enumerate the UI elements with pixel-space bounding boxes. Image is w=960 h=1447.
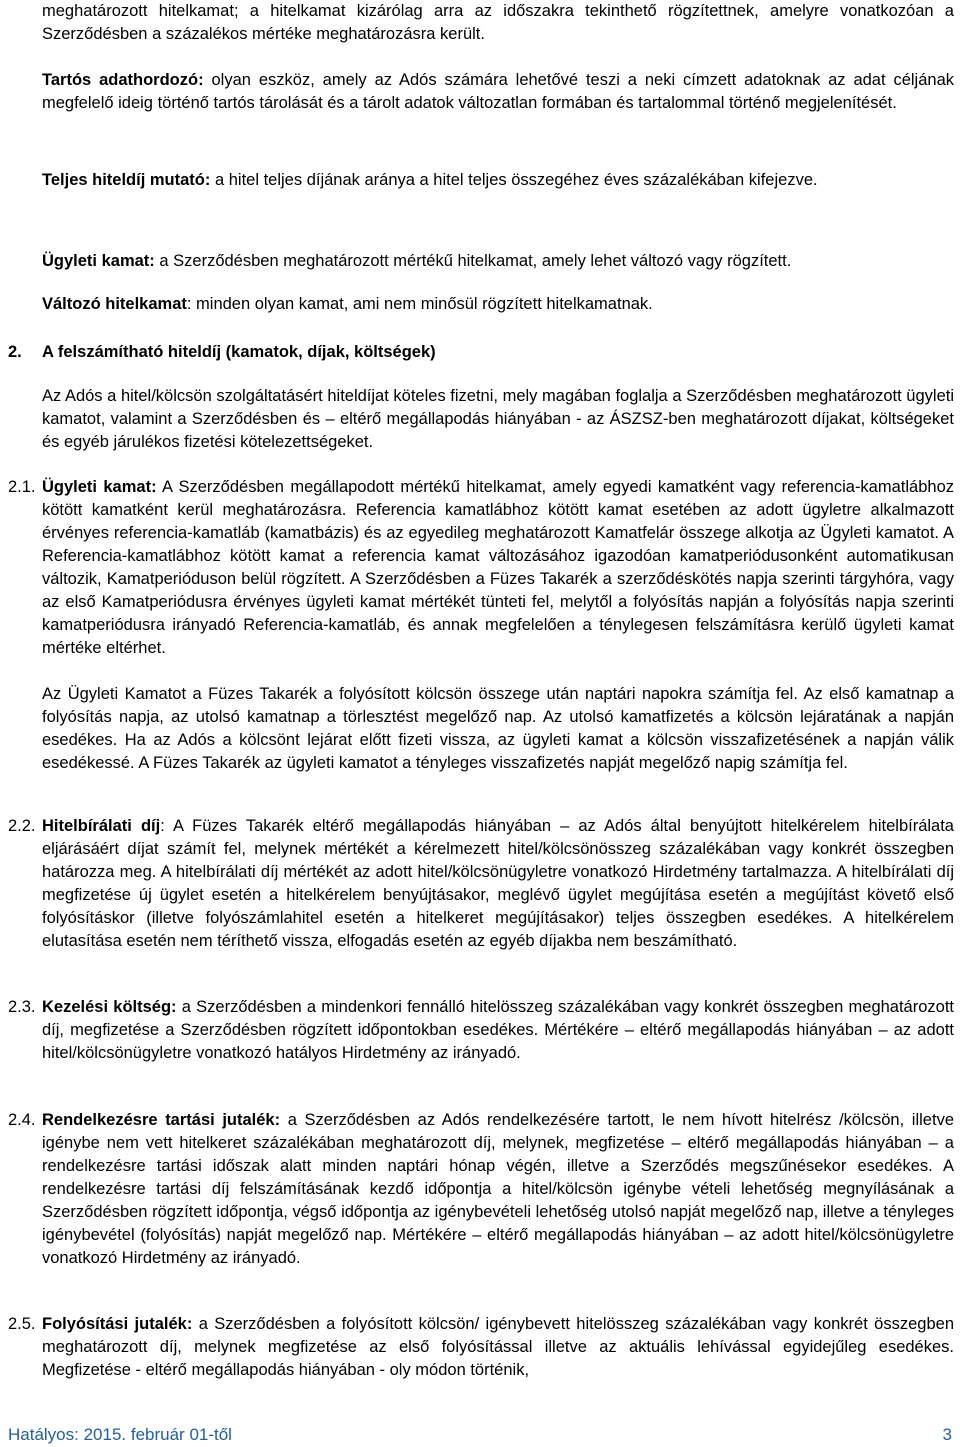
item-hitelbiralati-dij [42,815,954,953]
definition-valtozo-hitelkamat [42,293,954,316]
item-number: 2.4. [8,1111,36,1129]
item-term: Kezelési költség: [42,998,177,1016]
item-text: a Szerződésben a folyósított kölcsön/ igénybevett hitelösszeg százalékában vagy konkrét összegben meghatározott díj, melynek megfizetése az első folyósítással illetve az aktuális lehívással egyidejűleg esedékes. Megfizetése - eltérő megállapodás hiányában - oly módon történik, [42,1315,954,1379]
item-number: 2.5. [8,1315,36,1333]
definition-term: Ügyleti kamat: [42,252,155,270]
item-rendelkezesre-tartasi-jutalek [42,1109,954,1270]
item-number: 2.1. [8,478,36,496]
item-ugyleti-kamat [42,476,954,660]
definition-text: a Szerződésben meghatározott mértékű hitelkamat, amely lehet változó vagy rögzített. [154,252,792,270]
footer-page-number: 3 [942,1425,952,1444]
definition-text: olyan eszköz, amely az Adós számára lehetővé teszi a neki címzett adatoknak az adat céljának megfelelő ideig történő tartós tárolását és a tárolt adatok változatlan formában és tartalommal történő megjelenítését. [42,71,954,112]
footer-effective-date: Hatályos: 2015. február 01-től [8,1425,232,1444]
item-ugyleti-kamat-continued: Az Ügyleti Kamatot a Füzes Takarék a folyósított kölcsön összege után naptári napokra számítja fel. Az első kamatnap a folyósítás napja, az utolsó kamatnap a törlesztést megelőző nap. Az utolsó kamatfizetés a kölcsön lejáratának a napján esedékes. Ha az Adós a kölcsönt lejárat előtt fizeti vissza, az ügyleti kamat a kölcsön visszafizetésének a napján válik esedékessé. A Füzes Takarék az ügyleti kamatot a tényleges visszafizetés napját megelőző napig számítja fel. [42,685,954,772]
item-term: Ügyleti kamat: [42,478,157,496]
item-text: : A Füzes Takarék eltérő megállapodás hiányában – az Adós által benyújtott hitelkérelem hitelbírálata eljárásáért díjat számít fel, melynek mértékét a kérelmezett hitel/kölcsönösszeg százalékában vagy konkrét összegben határozza meg. A hitelbírálati díj mértékét az adott hitel/kölcsönügyletre vonatkozó Hirdetmény tartalmazza. A hitelbírálati díj megfizetése új ügylet esetén a hitelkérelem benyújtásakor, meglévő ügylet megújítása esetén a megújítást követő első folyósításkor (illetve folyószámlahitel esetén a hitelkeret megújításakor) teljes összegben esedékes. A hitelkérelem elutasítása esetén nem téríthető vissza, elfogadás esetén az egyéb díjakba nem beszámítható. [42,817,954,950]
item-kezelesi-koltseg [42,996,954,1065]
item-term: Folyósítási jutalék: [42,1315,193,1333]
definition-tartos-adathordozo [42,69,954,115]
definition-ugyleti-kamat [42,250,954,273]
item-number: 2.2. [8,817,36,835]
intro-continuation: meghatározott hitelkamat; a hitelkamat kizárólag arra az időszakra tekinthető rögzítettnek, amelyre vonatkozóan a Szerződésben a százalékos mértéke meghatározásra került. [42,2,954,43]
section-title: A felszámítható hiteldíj (kamatok, díjak, költségek) [42,343,436,361]
section-number: 2. [8,343,22,361]
section-intro: Az Adós a hitel/kölcsön szolgáltatásért hiteldíjat köteles fizetni, mely magában foglalja a Szerződésben meghatározott ügyleti kamatot, valamint a Szerződésben és – eltérő megállapodás hiányában - az ÁSZSZ-ben meghatározott díjakat, költségeket és egyéb járulékos fizetési kötelezettségeket. [42,387,954,451]
definition-teljes-hiteldij-mutato [42,169,954,192]
definition-text: : minden olyan kamat, ami nem minősül rögzített hitelkamatnak. [186,295,653,313]
item-folyositasi-jutalek [42,1313,954,1382]
item-term: Rendelkezésre tartási jutalék: [42,1111,281,1129]
definition-term: Teljes hiteldíj mutató: [42,171,211,189]
item-text: a Szerződésben az Adós rendelkezésére tartott, le nem hívott hitelrész /kölcsön, illetve igénybe nem vett hitelkeret százalékában meghatározott díj, melynek, megfizetése – eltérő megállapodás hiányában – a rendelkezésre tartási időszak alatt minden naptári hónap végén, illetve a Szerződés megszűnésekor esedékes. A rendelkezésre tartási díj felszámításának kezdő időpontja a hitel/kölcsön igénybe vételi lehetőség megnyílásának a Szerződésben rögzített időpontja, végső időpontja az igénybevételi lehetőség utolsó napját megelőző nap, illetve a tényleges igénybevétel (folyósítás) napját megelőző nap. Mértékére – eltérő megállapodás hiányában – az adott hitel/kölcsönügyletre vonatkozó Hirdetmény az irányadó. [42,1111,954,1267]
item-text: a Szerződésben a mindenkori fennálló hitelösszeg százalékában vagy konkrét összegben meghatározott díj, megfizetése a Szerződésben rögzített időpontokban esedékes. Mértékére – eltérő megállapodás hiányában – az adott hitel/kölcsönügyletre vonatkozó hatályos Hirdetmény az irányadó. [42,998,954,1062]
definition-term: Tartós adathordozó: [42,71,204,89]
item-number: 2.3. [8,998,36,1016]
section-heading [8,341,938,364]
definition-term: Változó hitelkamat [42,295,187,313]
definition-text: a hitel teljes díjának aránya a hitel teljes összegéhez éves százalékában kifejezve. [210,171,818,189]
item-term: Hitelbírálati díj [42,817,161,835]
item-text: A Szerződésben megállapodott mértékű hitelkamat, amely egyedi kamatként vagy referencia-kamatlábhoz kötött kamatként kerül meghatározásra. Referencia kamatlábhoz kötött kamat esetében az adott ügyletre alkalmazott érvényes referencia-kamatláb (kamatbázis) és az egyedileg meghatározott Kamatfelár összege alkotja az Ügyleti kamatot. A Referencia-kamatlábhoz kötött kamat a referencia kamat változásához igazodóan kamatperiódusonként automatikusan változik, Kamatperióduson belül rögzített. A Szerződésben a Füzes Takarék a szerződéskötés napja szerinti tárgyhóra, vagy az első Kamatperiódusra érvényes ügyleti kamat mértékét tünteti fel, melytől a folyósítás napján a folyósítás napja szerinti kamatperiódusra irányadó Referencia-kamatláb, és annak megfelelően a ténylegesen felszámításra kerülő ügyleti kamat mértéke eltérhet. [42,478,954,657]
